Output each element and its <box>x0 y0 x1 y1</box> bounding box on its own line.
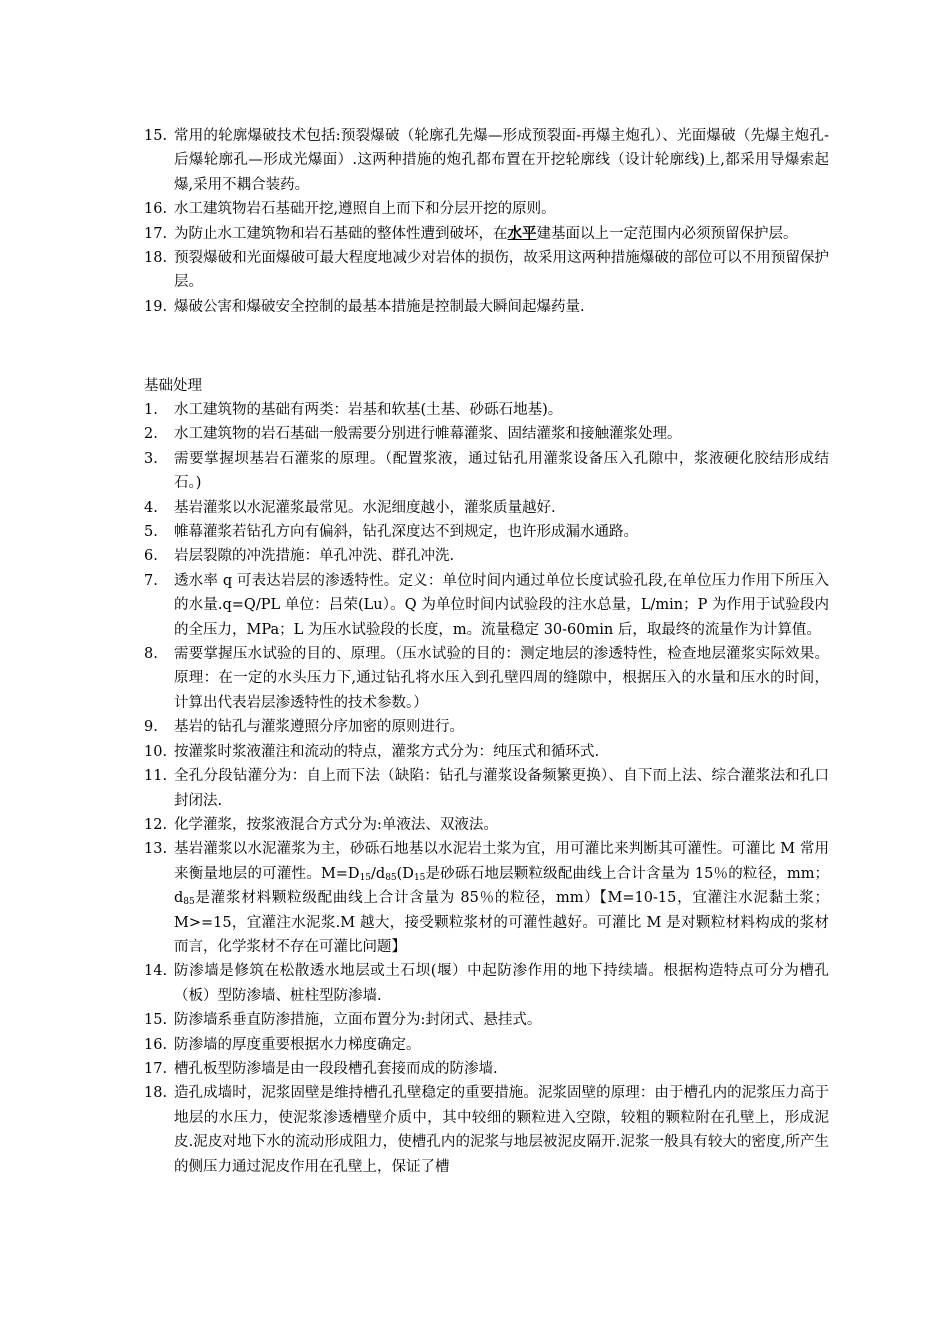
blasting-list <box>144 124 829 319</box>
list-item <box>144 1081 829 1179</box>
list-item <box>144 544 829 568</box>
item-number: 16. <box>144 1036 168 1053</box>
item-text: 预裂爆破和光面爆破可最大程度地减少对岩体的损伤，故采用这两种措施爆破的部位可以不用预留保护层。 <box>174 250 829 291</box>
list-item <box>144 246 829 295</box>
item-number: 8. <box>144 646 158 663</box>
item-number: 10. <box>144 743 168 760</box>
item-text-pre: 为防止水工建筑物和岩石基础的整体性遭到破坏，在 <box>174 225 508 242</box>
item-text: 基岩的钻孔与灌浆遵照分序加密的原则进行。 <box>174 719 464 736</box>
item-number: 6. <box>144 548 158 565</box>
list-item <box>144 959 829 1008</box>
item-text: 是砂砾石地层颗粒级配曲线上合计含量为 15％的粒径，mm；d <box>174 865 829 907</box>
subscript: 85 <box>385 872 397 883</box>
list-item <box>144 837 829 959</box>
list-item <box>144 813 829 837</box>
item-text: 防渗墙的厚度重要根据水力梯度确定。 <box>174 1036 421 1053</box>
item-number: 11. <box>144 768 168 785</box>
list-item <box>144 422 829 446</box>
section-heading: 基础处理 <box>144 378 202 394</box>
item-text: 岩层裂隙的冲洗措施：单孔冲洗、群孔冲洗. <box>174 548 455 565</box>
item-text: 需要掌握压水试验的目的、原理。（压水试验的目的：测定地层的渗透特性，检查地层灌浆实际效果。原理：在一定的水头压力下,通过钻孔将水压入到孔壁四周的缝隙中，根据压入的水量和压水的时间，计算出代表岩层渗透特性的技术参数。） <box>174 646 829 711</box>
list-item <box>144 197 829 221</box>
item-number: 15. <box>144 1012 168 1029</box>
item-text: 基岩灌浆以水泥灌浆最常见。水泥细度越小，灌浆质量越好. <box>174 499 556 516</box>
item-text: /d <box>371 865 386 882</box>
item-text: 槽孔板型防渗墙是由一段段槽孔套接而成的防渗墙. <box>174 1060 498 1077</box>
item-number: 1. <box>144 402 158 418</box>
item-number: 17. <box>144 1060 168 1077</box>
list-item <box>144 715 829 739</box>
item-text: 需要掌握坝基岩石灌浆的原理。（配置浆液，通过钻孔用灌浆设备压入孔隙中，浆液硬化胶结形成结石。) <box>174 450 829 492</box>
item-number: 2. <box>144 426 158 443</box>
foundation-list <box>144 398 829 1179</box>
subscript: 15 <box>359 872 372 883</box>
item-text: 按灌浆时浆液灌注和流动的特点，灌浆方式分为：纯压式和循环式. <box>174 743 600 760</box>
item-text-post: 建基面以上一定范围内必须预留保护层。 <box>536 225 798 242</box>
item-text: 帷幕灌浆若钻孔方向有偏斜，钻孔深度达不到规定，也许形成漏水通路。 <box>174 524 638 541</box>
list-item <box>144 520 829 544</box>
item-text: 水工建筑物的岩石基础一般需要分别进行帷幕灌浆、固结灌浆和接触灌浆处理。 <box>174 426 682 443</box>
item-number: 16. <box>144 201 168 218</box>
item-number: 17. <box>144 225 168 242</box>
item-text: 造孔成墙时，泥浆固壁是维持槽孔孔壁稳定的重要措施。泥浆固壁的原理：由于槽孔内的泥浆压力高于地层的水压力，使泥浆渗透槽壁介质中，其中较细的颗粒进入空隙，较粗的颗粒附在孔壁上，形成泥皮.泥皮对地下水的流动形成阻力，使槽孔内的泥浆与地层被泥皮隔开.泥浆一般具有较大的密度,所产生的侧压力通过泥皮作用在孔壁上，保证了槽 <box>174 1085 829 1175</box>
item-number: 18. <box>144 250 168 267</box>
item-number: 7. <box>144 572 158 589</box>
item-text: 爆破公害和爆破安全控制的最基本措施是控制最大瞬间起爆药量. <box>174 298 585 315</box>
list-item <box>144 222 829 246</box>
item-text: 透水率 q 可表达岩层的渗透特性。定义：单位时间内通过单位长度试验孔段,在单位压力作用下所压入的水量.q=Q/PL 单位：吕荣(Lu）。Q 为单位时间内试验段的注水总量，L/min；P 为作用于试验段内的全压力，MPa；L 为压水试验段的长度，m。流量稳定 30-60min 后，取最终的流量作为计算值。 <box>174 572 829 638</box>
item-number: 18. <box>144 1085 168 1102</box>
item-text: 水工建筑物岩石基础开挖,遵照自上而下和分层开挖的原则。 <box>174 201 556 218</box>
list-item <box>144 1008 829 1032</box>
list-item <box>144 496 829 520</box>
item-text: 水工建筑物的基础有两类：岩基和软基(土基、砂砾石地基)。 <box>174 402 563 418</box>
list-item <box>144 124 829 197</box>
item-number: 9. <box>144 719 158 736</box>
item-text: (D <box>396 865 414 882</box>
item-text: 常用的轮廓爆破技术包括:预裂爆破（轮廓孔先爆—形成预裂面-再爆主炮孔）、光面爆破（先爆主炮孔-后爆轮廓孔—形成光爆面）.这两种措施的炮孔都布置在开挖轮廓线（设计轮廓线)上,都采用导爆索起爆,采用不耦合装药。 <box>174 128 829 193</box>
item-number: 15. <box>144 128 168 144</box>
item-number: 14. <box>144 963 168 980</box>
list-item <box>144 642 829 715</box>
list-item <box>144 764 829 813</box>
item-text: 全孔分段钻灌分为：自上而下法（缺陷：钻孔与灌浆设备频繁更换）、自下而上法、综合灌浆法和孔口封闭法. <box>174 768 829 809</box>
item-text: 基岩灌浆以水泥灌浆为主，砂砾石地基以水泥岩土浆为宜，用可灌比来判断其可灌性。可灌比 M 常用来衡量地层的可灌性。M=D <box>174 841 829 882</box>
item-number: 13. <box>144 841 168 858</box>
item-text: 防渗墙是修筑在松散透水地层或土石坝(堰）中起防渗作用的地下持续墙。根据构造特点可分为槽孔（板）型防渗墙、桩柱型防渗墙. <box>174 963 829 1004</box>
item-number: 5. <box>144 524 158 541</box>
list-item <box>144 740 829 764</box>
subscript: 85 <box>183 897 195 908</box>
item-number: 19. <box>144 298 168 315</box>
item-text-underlined: 水平 <box>507 224 537 242</box>
item-number: 3. <box>144 450 158 467</box>
item-text: 是灌浆材料颗粒级配曲线上合计含量为 85％的粒径，mm）【M=10-15，宜灌注水泥黏土浆；M>=15，宜灌注水泥浆.M 越大，接受颗粒浆材的可灌性越好。可灌比 M 是对颗粒材料构成的浆材而言，化学浆材不存在可灌比问题】 <box>174 890 829 955</box>
list-item <box>144 447 829 496</box>
item-number: 12. <box>144 816 168 833</box>
item-text: 化学灌浆，按浆液混合方式分为:单液法、双液法。 <box>174 816 498 833</box>
item-text: 防渗墙系垂直防渗措施，立面布置分为:封闭式、悬挂式。 <box>174 1012 542 1029</box>
subscript: 15 <box>413 872 426 883</box>
list-item <box>144 569 829 642</box>
item-number: 4. <box>144 499 158 516</box>
list-item <box>144 295 829 319</box>
list-item <box>144 1057 829 1081</box>
list-item <box>144 398 829 422</box>
list-item <box>144 1033 829 1057</box>
